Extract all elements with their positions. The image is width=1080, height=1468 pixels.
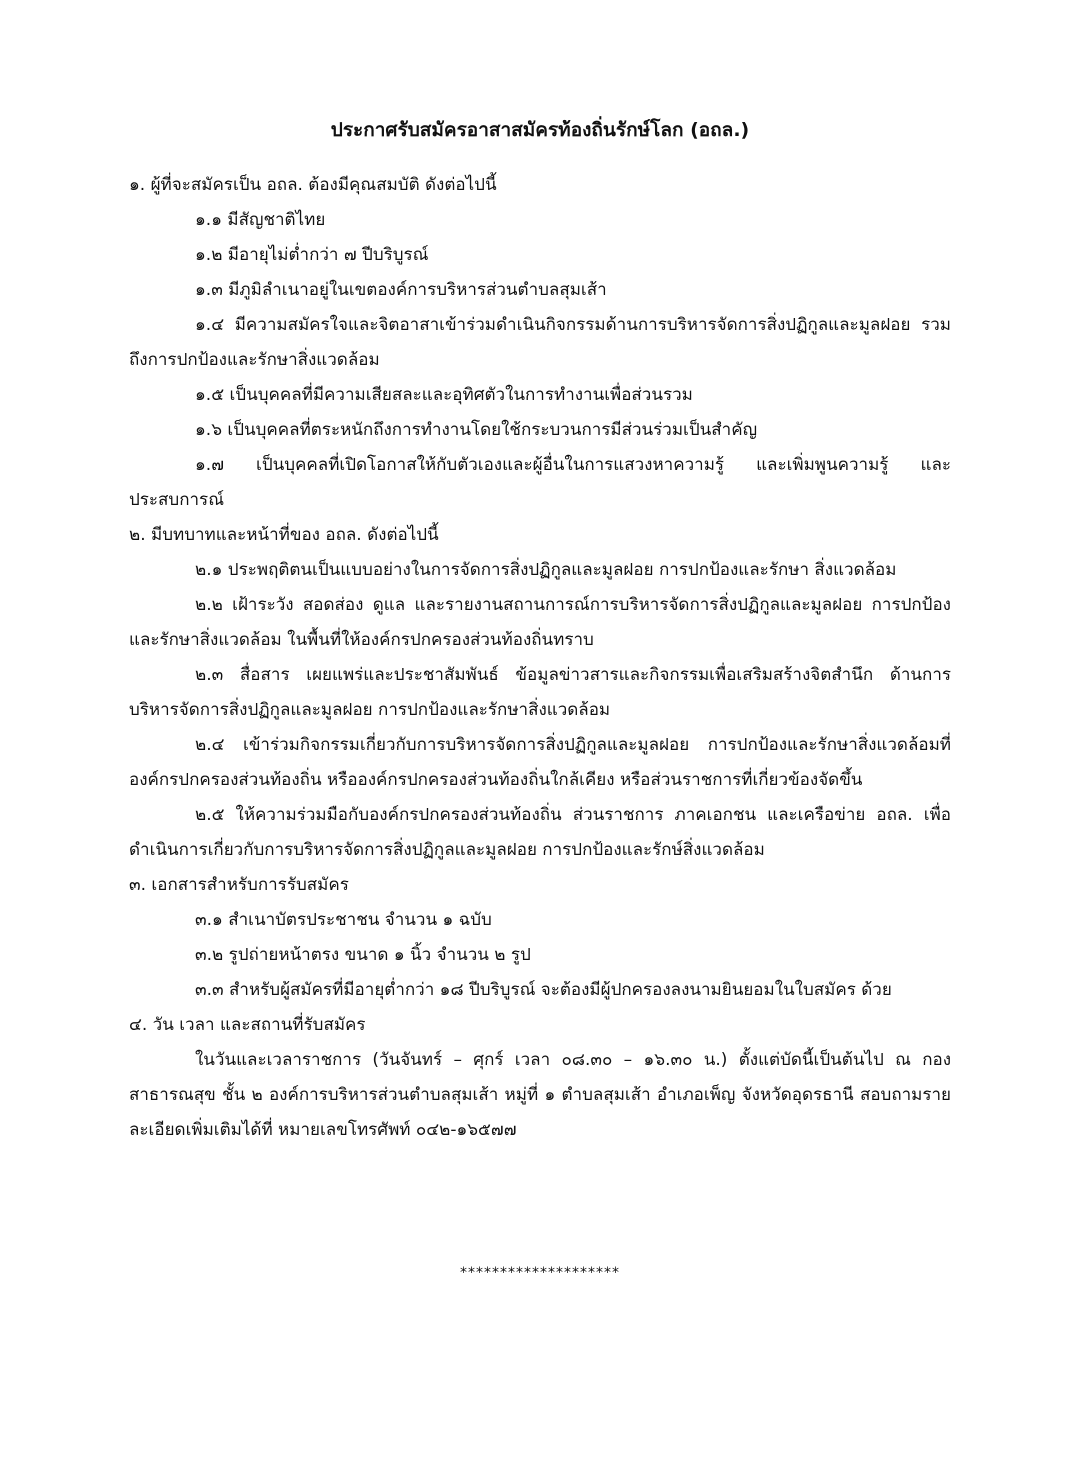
section-heading: ๒. มีบทบาทและหน้าที่ของ อถล. ดังต่อไปนี้ [129,525,439,545]
section-item: ๑.๔ มีความสมัครใจและจิตอาสาเข้าร่วมดำเนินกิจกรรมด้านการบริหารจัดการสิ่งปฏิกูลและมูลฝอย รวมถึงการปกป้องและรักษาสิ่งแวดล้อม [129,315,951,370]
section-item: ๓.๒ รูปถ่ายหน้าตรง ขนาด ๑ นิ้ว จำนวน ๒ รูป [195,945,531,965]
section-item: ๑.๑ มีสัญชาติไทย [195,210,326,230]
document-body [129,168,951,1148]
section-item: ๒.๓ สื่อสาร เผยแพร่และประชาสัมพันธ์ ข้อมูลข่าวสารและกิจกรรมเพื่อเสริมสร้างจิตสำนึก ด้านการบริหารจัดการสิ่งปฏิกูลและมูลฝอย การปกป้องและรักษาสิ่งแวดล้อม [129,665,951,720]
section-item: ๑.๖ เป็นบุคคลที่ตระหนักถึงการทำงานโดยใช้กระบวนการมีส่วนร่วมเป็นสำคัญ [195,420,758,440]
section-heading: ๑. ผู้ที่จะสมัครเป็น อถล. ต้องมีคุณสมบัติ ดังต่อไปนี้ [129,175,497,195]
section-item: ๑.๒ มีอายุไม่ต่ำกว่า ๗ ปีบริบูรณ์ [195,245,429,265]
section-item: ๑.๗ เป็นบุคคลที่เปิดโอกาสให้กับตัวเองและผู้อื่นในการแสวงหาความรู้ และเพิ่มพูนความรู้ และประสบการณ์ [129,455,951,510]
document-title: ประกาศรับสมัครอาสาสมัครท้องถิ่นรักษ์โลก (อถล.) [330,119,750,141]
section-item: ในวันและเวลาราชการ (วันจันทร์ – ศุกร์ เวลา ๐๘.๓๐ – ๑๖.๓๐ น.) ตั้งแต่บัดนี้เป็นต้นไป ณ กองสาธารณสุข ชั้น ๒ องค์การบริหารส่วนตำบลสุมเส้า หมู่ที่ ๑ ตำบลสุมเส้า อำเภอเพ็ญ จังหวัดอุดรธานี สอบถามรายละเอียดเพิ่มเติมได้ที่ หมายเลขโทรศัพท์ ๐๔๒-๑๖๕๗๗ [129,1050,951,1140]
section-item: ๓.๓ สำหรับผู้สมัครที่มีอายุต่ำกว่า ๑๘ ปีบริบูรณ์ จะต้องมีผู้ปกครองลงนามยินยอมในใบสมัคร ด้วย [195,980,892,1000]
section-item: ๑.๓ มีภูมิลำเนาอยู่ในเขตองค์การบริหารส่วนตำบลสุมเส้า [195,280,607,300]
section-item: ๑.๕ เป็นบุคคลที่มีความเสียสละและอุทิศตัวในการทำงานเพื่อส่วนรวม [195,385,693,405]
section-heading: ๓. เอกสารสำหรับการรับสมัคร [129,875,349,895]
section-item: ๒.๒ เฝ้าระวัง สอดส่อง ดูแล และรายงานสถานการณ์การบริหารจัดการสิ่งปฏิกูลและมูลฝอย การปกป้องและรักษาสิ่งแวดล้อม ในพื้นที่ให้องค์กรปกครองส่วนท้องถิ่นทราบ [129,595,951,650]
end-mark: ******************** [460,1265,620,1281]
section-item: ๒.๑ ประพฤติตนเป็นแบบอย่างในการจัดการสิ่งปฏิกูลและมูลฝอย การปกป้องและรักษา สิ่งแวดล้อม [195,560,897,580]
section-item: ๓.๑ สำเนาบัตรประชาชน จำนวน ๑ ฉบับ [195,910,492,930]
section-heading: ๔. วัน เวลา และสถานที่รับสมัคร [129,1015,366,1035]
section-item: ๒.๔ เข้าร่วมกิจกรรมเกี่ยวกับการบริหารจัดการสิ่งปฏิกูลและมูลฝอย การปกป้องและรักษาสิ่งแวดล้อมที่องค์กรปกครองส่วนท้องถิ่น หรือองค์กรปกครองส่วนท้องถิ่นใกล้เคียง หรือส่วนราชการที่เกี่ยวข้องจัดขึ้น [129,735,951,790]
section-item: ๒.๕ ให้ความร่วมมือกับองค์กรปกครองส่วนท้องถิ่น ส่วนราชการ ภาคเอกชน และเครือข่าย อถล. เพื่อดำเนินการเกี่ยวกับการบริหารจัดการสิ่งปฏิกูลและมูลฝอย การปกป้องและรักษ์สิ่งแวดล้อม [129,805,951,860]
